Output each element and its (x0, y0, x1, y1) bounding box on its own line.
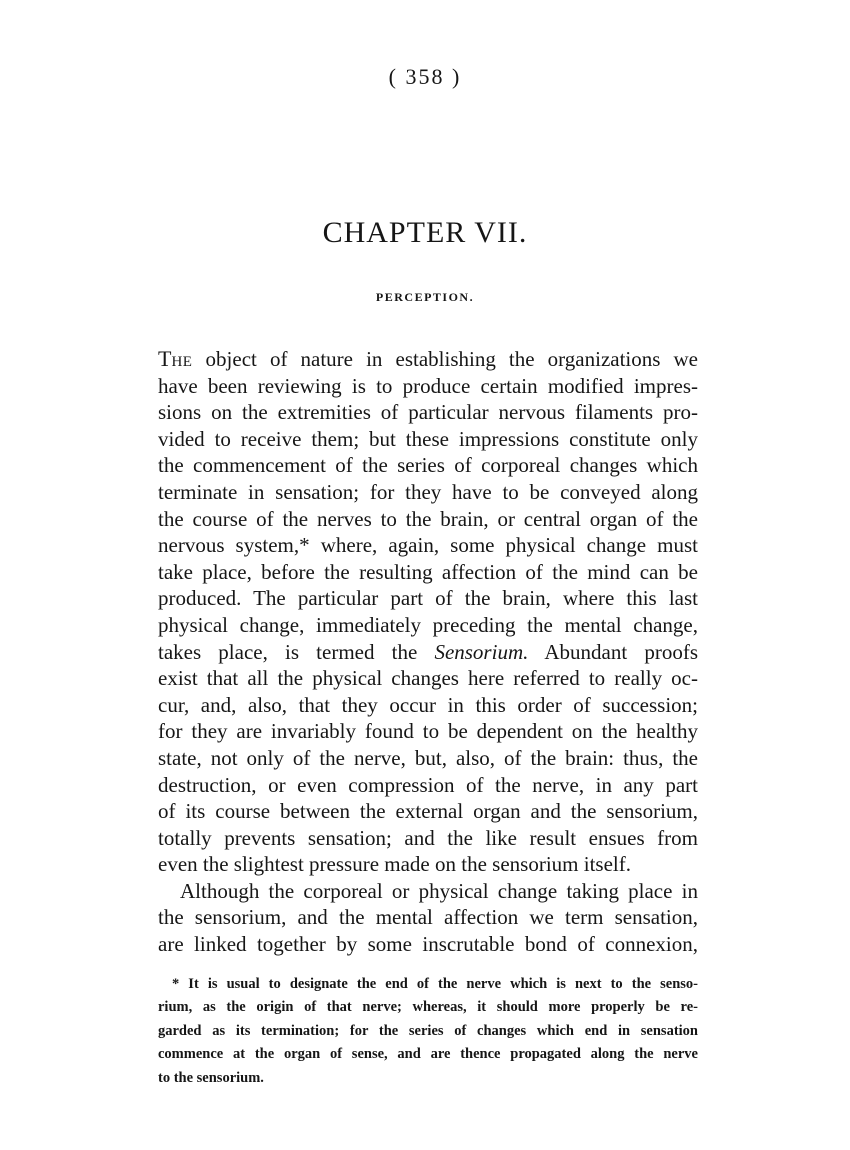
body-line: produced. The particular part of the brain, where this last (158, 586, 698, 611)
body-line: have been reviewing is to produce certain modified impres- (158, 373, 698, 398)
lead-first-letter: T (158, 346, 172, 371)
body-line-tail: Abundant proofs (528, 639, 698, 664)
body-line: take place, before the resulting affection of the mind can be (158, 559, 698, 584)
section-title: PERCEPTION. (375, 290, 475, 304)
body-line: of its course between the external organ and the sensorium, (158, 799, 698, 824)
body-line: the course of the nerves to the brain, or central organ of the (158, 506, 698, 531)
footnote (158, 973, 698, 1090)
body-line: are linked together by some inscrutable bond of connexion, (158, 932, 698, 957)
body-line: cur, and, also, that they occur in this order of succession; (158, 692, 698, 717)
body-line: exist that all the physical changes here referred to really oc- (158, 666, 698, 691)
body-line (158, 639, 698, 666)
body-line: the sensorium, and the mental affection we term sensation, (158, 905, 698, 930)
body-line: even the slightest pressure made on the sensorium itself. (158, 852, 631, 877)
page-number: ( 358 ) (388, 64, 462, 89)
sensorium-term: Sensorium. (434, 639, 529, 664)
body-text (158, 346, 698, 958)
footnote-line: commence at the organ of sense, and are thence propagated along the nerve (158, 1046, 698, 1063)
body-line: physical change, immediately preceding the mental change, (158, 612, 698, 637)
footnote-line: * It is usual to designate the end of the nerve which is next to the senso- (172, 976, 698, 992)
body-line: the commencement of the series of corporeal changes which (158, 453, 698, 478)
footnote-line: rium, as the origin of that nerve; whereas, it should more properly be re- (158, 999, 698, 1016)
lead-small-caps: HE (171, 354, 193, 370)
body-line: for they are invariably found to be dependent on the healthy (158, 719, 698, 744)
body-line: state, not only of the nerve, but, also, of the brain: thus, the (158, 745, 698, 770)
body-line: totally prevents sensation; and the like result ensues from (158, 825, 698, 850)
body-line: sions on the extremities of particular nervous filaments pro- (158, 400, 698, 425)
footnote-line: to the sensorium. (158, 1069, 264, 1086)
chapter-title: CHAPTER VII. (322, 216, 528, 249)
footnote-line: garded as its termination; for the series of changes which end in sensation (158, 1022, 698, 1039)
body-line (158, 346, 698, 373)
body-line: destruction, or even compression of the nerve, in any part (158, 772, 698, 797)
body-line: Although the corporeal or physical change taking place in (180, 878, 698, 903)
body-line: terminate in sensation; for they have to be conveyed along (158, 479, 698, 504)
body-line-text: takes place, is termed the (158, 639, 435, 664)
body-line-text: object of nature in establishing the organizations we (192, 347, 698, 371)
body-line: vided to receive them; but these impressions constitute only (158, 426, 698, 451)
body-line: nervous system,* where, again, some physical change must (158, 533, 698, 558)
